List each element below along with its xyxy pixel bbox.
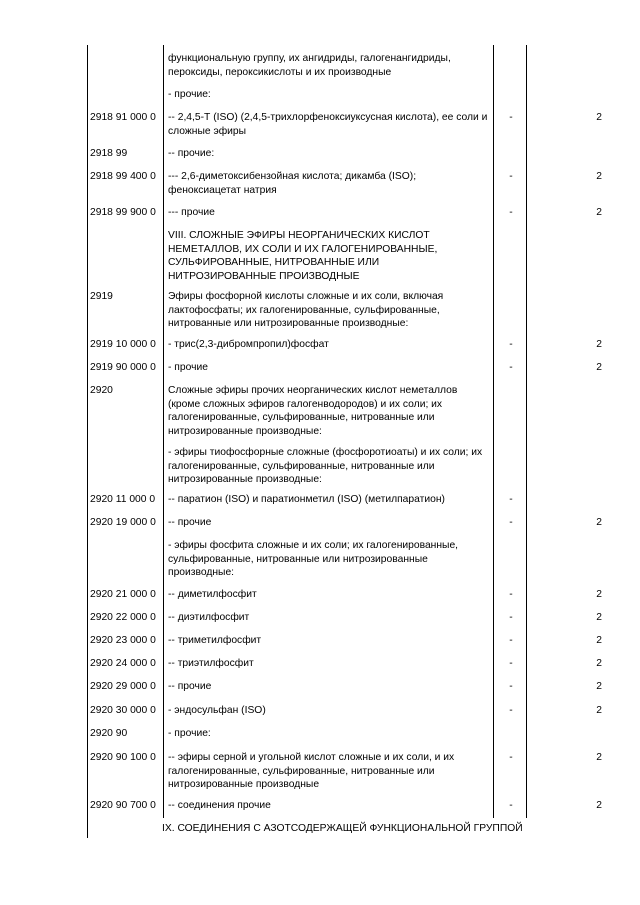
table-rule-left <box>87 45 88 838</box>
rate-cell: 2 <box>596 112 602 123</box>
description-cell: -- прочие <box>168 681 212 692</box>
code-cell: 2920 22 000 0 <box>90 612 156 623</box>
duty-cell: - <box>509 171 513 182</box>
rate-cell: 2 <box>596 681 602 692</box>
code-cell: 2919 90 000 0 <box>90 362 156 373</box>
rate-cell: 2 <box>596 207 602 218</box>
rate-cell: 2 <box>596 589 602 600</box>
rate-cell: 2 <box>596 800 602 811</box>
code-cell: 2920 24 000 0 <box>90 658 156 669</box>
code-cell: 2920 29 000 0 <box>90 681 156 692</box>
code-cell: 2918 99 400 0 <box>90 171 156 182</box>
duty-cell: - <box>509 517 513 528</box>
duty-cell: - <box>509 705 513 716</box>
duty-cell: - <box>509 112 513 123</box>
description-cell: -- триэтилфосфит <box>168 658 254 669</box>
duty-cell: - <box>509 339 513 350</box>
description-cell: -- соединения прочие <box>168 800 271 811</box>
description-cell: - эндосульфан (ISO) <box>168 705 266 716</box>
code-cell: 2920 <box>90 385 113 396</box>
code-cell: 2920 30 000 0 <box>90 705 156 716</box>
description-cell: - прочие <box>168 362 208 373</box>
description-cell: -- диметилфосфит <box>168 589 257 600</box>
rate-cell: 2 <box>596 658 602 669</box>
table-rule-desc <box>493 45 494 818</box>
description-cell: --- 2,6-диметоксибензойная кислота; дикамба (ISO); феноксиацетат натрия <box>168 171 417 196</box>
description-cell: - прочие: <box>168 89 211 100</box>
duty-cell: - <box>509 362 513 373</box>
description-cell: - трис(2,3-дибромпропил)фосфат <box>168 339 329 350</box>
duty-cell: - <box>509 658 513 669</box>
code-cell: 2920 90 100 0 <box>90 752 156 763</box>
code-cell: 2918 91 000 0 <box>90 112 156 123</box>
description-cell: - прочие: <box>168 728 211 739</box>
rate-cell: 2 <box>596 362 602 373</box>
description-cell: -- триметилфосфит <box>168 635 262 646</box>
description-cell: -- прочие <box>168 517 212 528</box>
duty-cell: - <box>509 494 513 505</box>
description-cell: -- 2,4,5-Т (ISO) (2,4,5-трихлорфеноксиуксусная кислота), ее соли и сложные эфиры <box>168 112 488 137</box>
description-cell: -- эфиры серной и угольной кислот сложные и их соли, и их галогенированные, сульфированные, нитрованные или нитрозированные производные <box>168 752 455 790</box>
duty-cell: - <box>509 635 513 646</box>
rate-cell: 2 <box>596 612 602 623</box>
code-cell: 2920 19 000 0 <box>90 517 156 528</box>
code-cell: 2918 99 <box>90 148 128 159</box>
table-rule-duty <box>526 45 527 818</box>
rate-cell: 2 <box>596 517 602 528</box>
code-cell: 2920 90 700 0 <box>90 800 156 811</box>
rate-cell: 2 <box>596 752 602 763</box>
description-cell: - эфиры фосфита сложные и их соли; их галогенированные, сульфированные, нитрованные или нитрозированные производные: <box>168 540 459 578</box>
description-cell: VIII. СЛОЖНЫЕ ЭФИРЫ НЕОРГАНИЧЕСКИХ КИСЛОТ НЕМЕТАЛЛОВ, ИХ СОЛИ И ИХ ГАЛОГЕНИРОВАННЫЕ, СУЛЬФИРОВАННЫЕ, НИТРОВАННЫЕ ИЛИ НИТРОЗИРОВАННЫЕ ПРОИЗВОДНЫЕ <box>168 230 438 282</box>
code-cell: 2920 21 000 0 <box>90 589 156 600</box>
description-cell: -- паратион (ISO) и паратионметил (ISO) (метилпаратион) <box>168 494 445 505</box>
description-cell: --- прочие <box>168 207 215 218</box>
duty-cell: - <box>509 752 513 763</box>
description-cell: функциональную группу, их ангидриды, галогенангидриды, пероксиды, пероксикислоты и их производные <box>168 53 451 78</box>
rate-cell: 2 <box>596 339 602 350</box>
rate-cell: 2 <box>596 705 602 716</box>
code-cell: 2919 10 000 0 <box>90 339 156 350</box>
description-cell: Сложные эфиры прочих неорганических кислот неметаллов (кроме сложных эфиров галогенводородов) и их соли; их галогенированные, сульфированные, нитрованные или нитрозированные производные: <box>168 385 458 437</box>
duty-cell: - <box>509 612 513 623</box>
code-cell: 2919 <box>90 291 113 302</box>
description-cell: -- прочие: <box>168 148 215 159</box>
rate-cell: 2 <box>596 635 602 646</box>
code-cell: 2918 99 900 0 <box>90 207 156 218</box>
duty-cell: - <box>509 800 513 811</box>
section-heading-ix: IX. СОЕДИНЕНИЯ С АЗОТСОДЕРЖАЩЕЙ ФУНКЦИОНАЛЬНОЙ ГРУППОЙ <box>162 823 523 834</box>
code-cell: 2920 11 000 0 <box>90 494 156 505</box>
duty-cell: - <box>509 681 513 692</box>
duty-cell: - <box>509 589 513 600</box>
description-cell: - эфиры тиофосфорные сложные (фосфоротиоаты) и их соли; их галогенированные, сульфированные, нитрованные или нитрозированные производные: <box>168 447 483 485</box>
code-cell: 2920 90 <box>90 728 128 739</box>
description-cell: Эфиры фосфорной кислоты сложные и их соли, включая лактофосфаты; их галогенированные, сульфированные, нитрованные или нитрозированные производные: <box>168 291 444 329</box>
description-cell: -- диэтилфосфит <box>168 612 250 623</box>
code-cell: 2920 23 000 0 <box>90 635 156 646</box>
duty-cell: - <box>509 207 513 218</box>
table-rule-code <box>163 45 164 818</box>
rate-cell: 2 <box>596 171 602 182</box>
